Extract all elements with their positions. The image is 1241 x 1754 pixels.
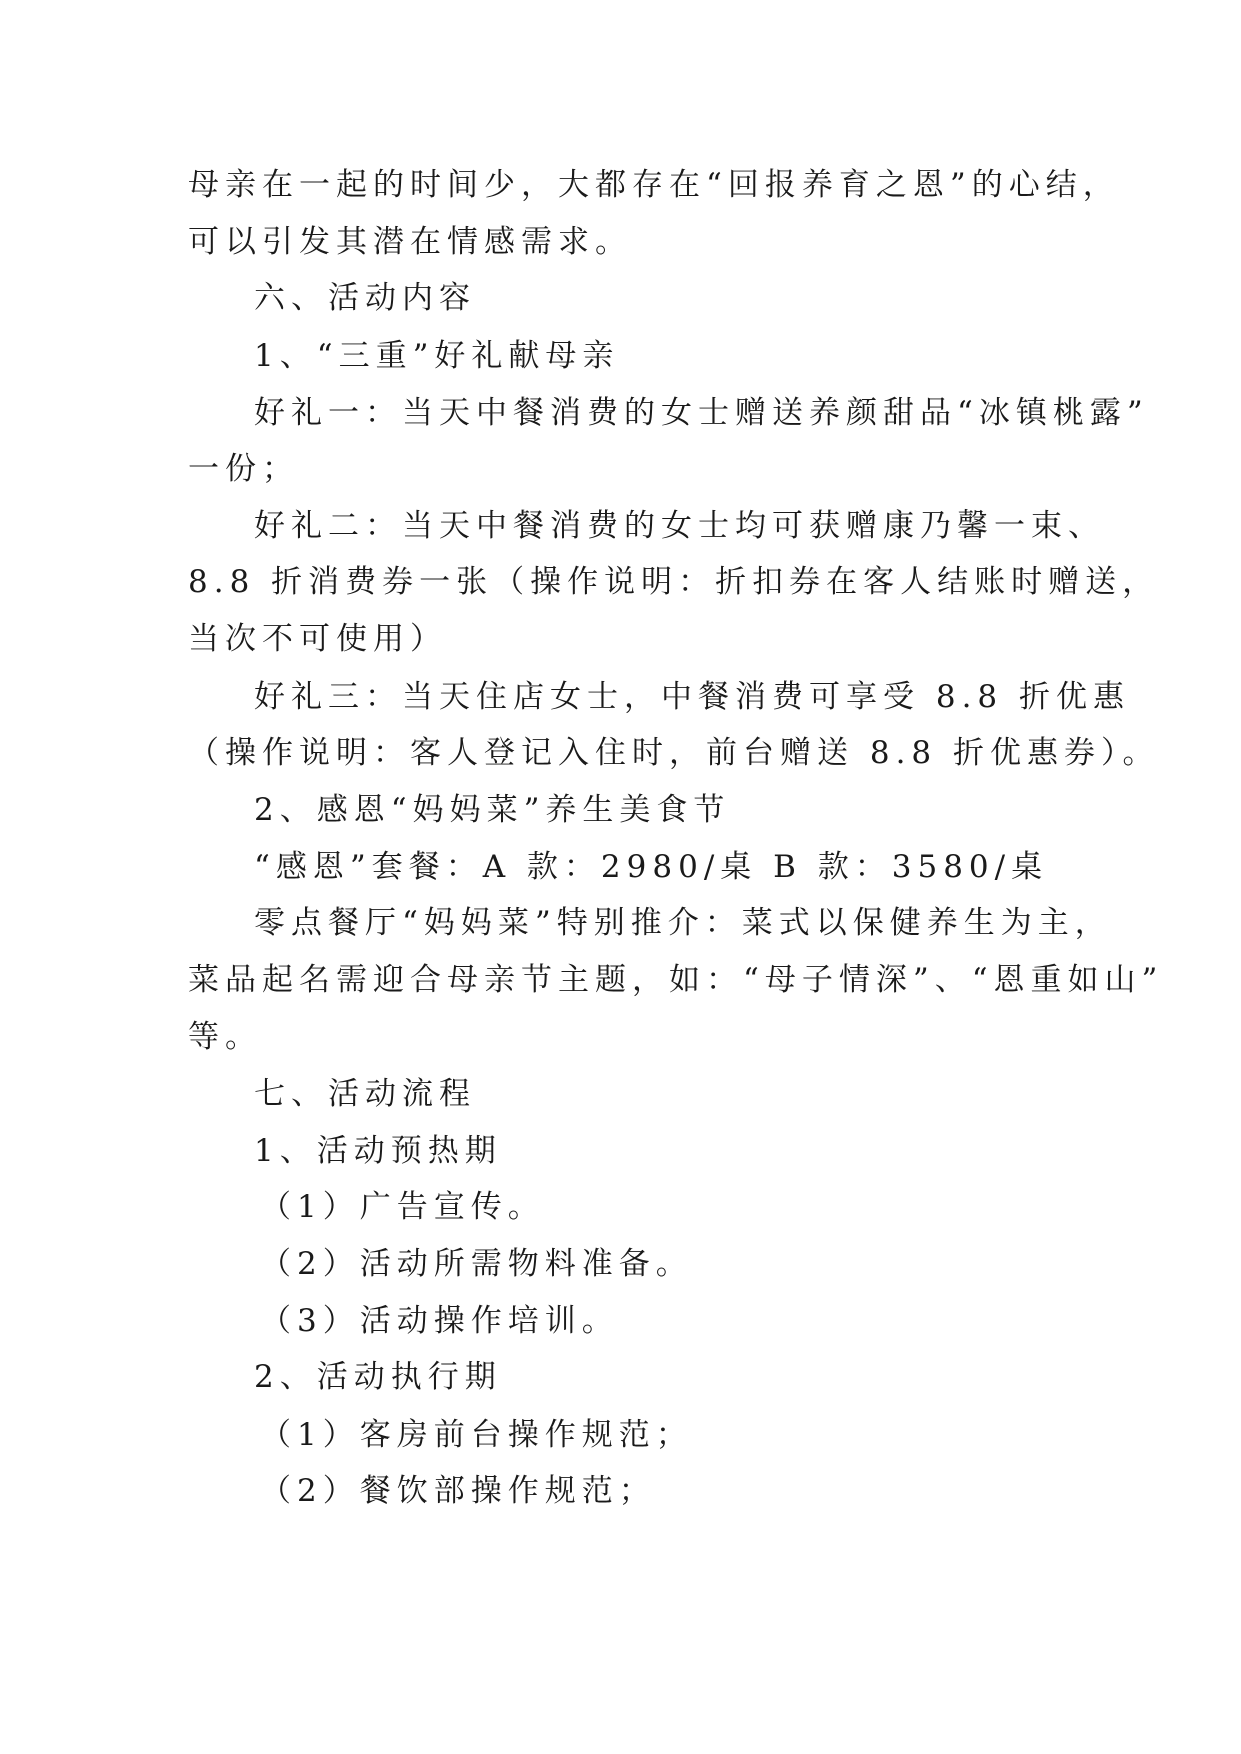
body-text-line: 好礼一：当天中餐消费的女士赠送养颜甜品“冰镇桃露”	[254, 395, 1149, 431]
section-heading: 七、活动流程	[254, 1076, 476, 1112]
subsection-heading: 2、感恩“妈妈菜”养生美食节	[254, 792, 731, 828]
list-item: （2）活动所需物料准备。	[260, 1246, 693, 1282]
body-text-line: 母亲在一起的时间少，大都存在“回报养育之恩”的心结，	[188, 167, 1120, 203]
list-item: （1）客房前台操作规范；	[260, 1417, 693, 1453]
body-text-line: （操作说明：客人登记入住时，前台赠送 8.8 折优惠券）。	[188, 735, 1160, 771]
section-heading: 六、活动内容	[254, 280, 476, 316]
body-text-line: “感恩”套餐：A 款：2980/桌 B 款：3580/桌	[254, 849, 1049, 885]
body-text-line: 等。	[188, 1019, 262, 1055]
body-text-line: 零点餐厅“妈妈菜”特别推介：菜式以保健养生为主，	[254, 905, 1112, 941]
body-text-line: 可以引发其潜在情感需求。	[188, 224, 632, 260]
list-item: （2）餐饮部操作规范；	[260, 1473, 656, 1509]
body-text-line: 好礼三：当天住店女士，中餐消费可享受 8.8 折优惠	[254, 679, 1131, 715]
list-item: （3）活动操作培训。	[260, 1303, 619, 1339]
body-text-line: 当次不可使用）	[188, 621, 447, 657]
list-item: （1）广告宣传。	[260, 1189, 545, 1225]
body-text-line: 好礼二：当天中餐消费的女士均可获赠康乃馨一束、	[254, 508, 1105, 544]
body-text-line: 一份；	[188, 451, 299, 487]
body-text-line: 菜品起名需迎合母亲节主题，如：“母子情深”、“恩重如山”	[188, 962, 1164, 998]
subsection-heading: 2、活动执行期	[254, 1359, 502, 1395]
subsection-heading: 1、活动预热期	[254, 1133, 502, 1169]
body-text-line: 8.8 折消费券一张（操作说明：折扣券在客人结账时赠送，	[188, 564, 1160, 600]
subsection-heading: 1、“三重”好礼献母亲	[254, 338, 620, 374]
